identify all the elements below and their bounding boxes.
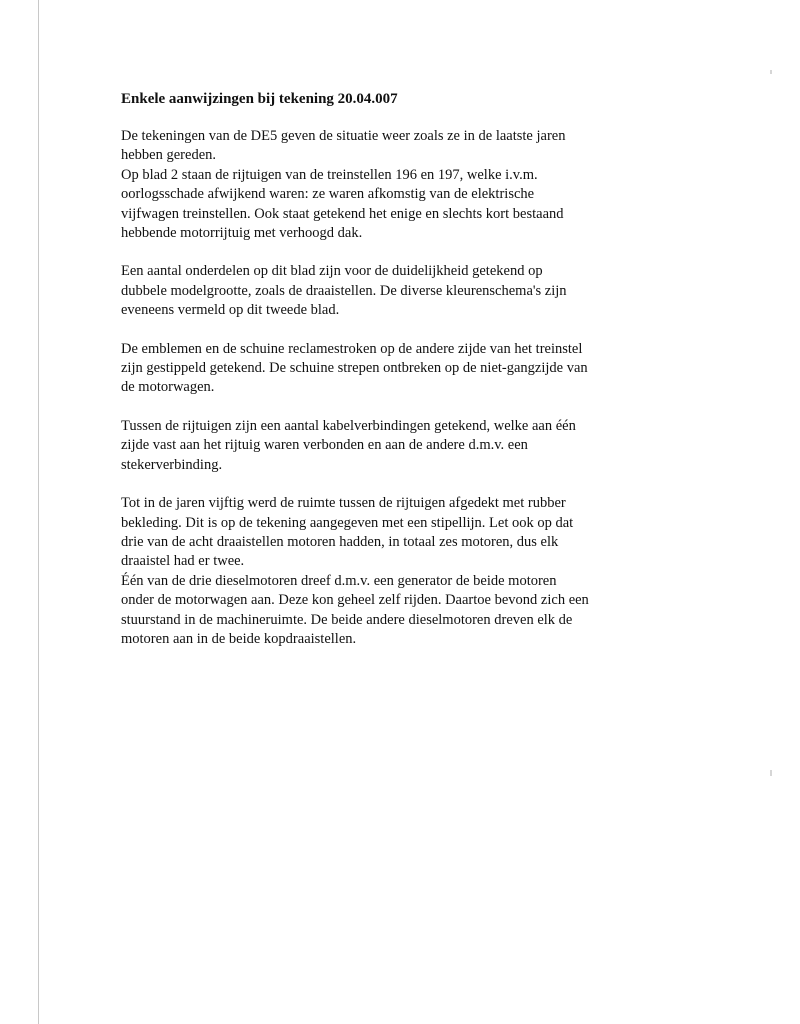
text-line: drie van de acht draaistellen motoren hadden, in totaal zes motoren, dus elk (121, 533, 559, 550)
text-line: Tot in de jaren vijftig werd de ruimte tussen de rijtuigen afgedekt met rubber (121, 495, 566, 512)
text-line: Één van de drie dieselmotoren dreef d.m.v. een generator de beide motoren (121, 572, 557, 589)
text-line: dubbele modelgrootte, zoals de draaistellen. De diverse kleurenschema's zijn (121, 282, 567, 299)
text-line: zijde vast aan het rijtuig waren verbonden en aan de andere d.m.v. een (121, 437, 528, 454)
scan-speck (770, 770, 772, 776)
text-line: De emblemen en de schuine reclamestroken op de andere zijde van het treinstel (121, 340, 583, 357)
scan-speck (770, 70, 772, 74)
document-body (121, 90, 681, 668)
text-line: Een aantal onderdelen op dit blad zijn voor de duidelijkheid getekend op (121, 263, 543, 280)
paragraph-1 (121, 127, 681, 243)
text-line: hebben gereden. (121, 147, 217, 164)
text-line: de motorwagen. (121, 379, 215, 396)
text-line: bekleding. Dit is op de tekening aangegeven met een stipellijn. Let ook op dat (121, 514, 574, 531)
text-line: oorlogsschade afwijkend waren: ze waren afkomstig van de elektrische (121, 186, 535, 203)
paragraph-3 (121, 340, 681, 398)
text-line: hebbende motorrijtuig met verhoogd dak. (121, 225, 363, 242)
text-line: draaistel had er twee. (121, 553, 245, 570)
document-title: Enkele aanwijzingen bij tekening 20.04.007 (121, 91, 398, 107)
text-line: motoren aan in de beide kopdraaistellen. (121, 630, 357, 647)
text-line: Op blad 2 staan de rijtuigen van de treinstellen 196 en 197, welke i.v.m. (121, 166, 538, 183)
text-line: De tekeningen van de DE5 geven de situatie weer zoals ze in de laatste jaren (121, 128, 566, 144)
text-line: zijn gestippeld getekend. De schuine strepen ontbreken op de niet-gangzijde van (121, 360, 588, 377)
text-line: Tussen de rijtuigen zijn een aantal kabelverbindingen getekend, welke aan één (121, 417, 576, 434)
scan-edge-line (38, 0, 39, 1024)
text-line: stuurstand in de machineruimte. De beide andere dieselmotoren dreven elk de (121, 611, 573, 628)
text-line: stekerverbinding. (121, 456, 223, 473)
text-line: onder de motorwagen aan. Deze kon geheel zelf rijden. Daartoe bevond zich een (121, 592, 589, 609)
text-line: eveneens vermeld op dit tweede blad. (121, 302, 340, 319)
text-line: vijfwagen treinstellen. Ook staat getekend het enige en slechts kort bestaand (121, 205, 564, 222)
paragraph-5 (121, 494, 681, 649)
paragraph-2 (121, 262, 681, 320)
paragraph-4 (121, 417, 681, 475)
